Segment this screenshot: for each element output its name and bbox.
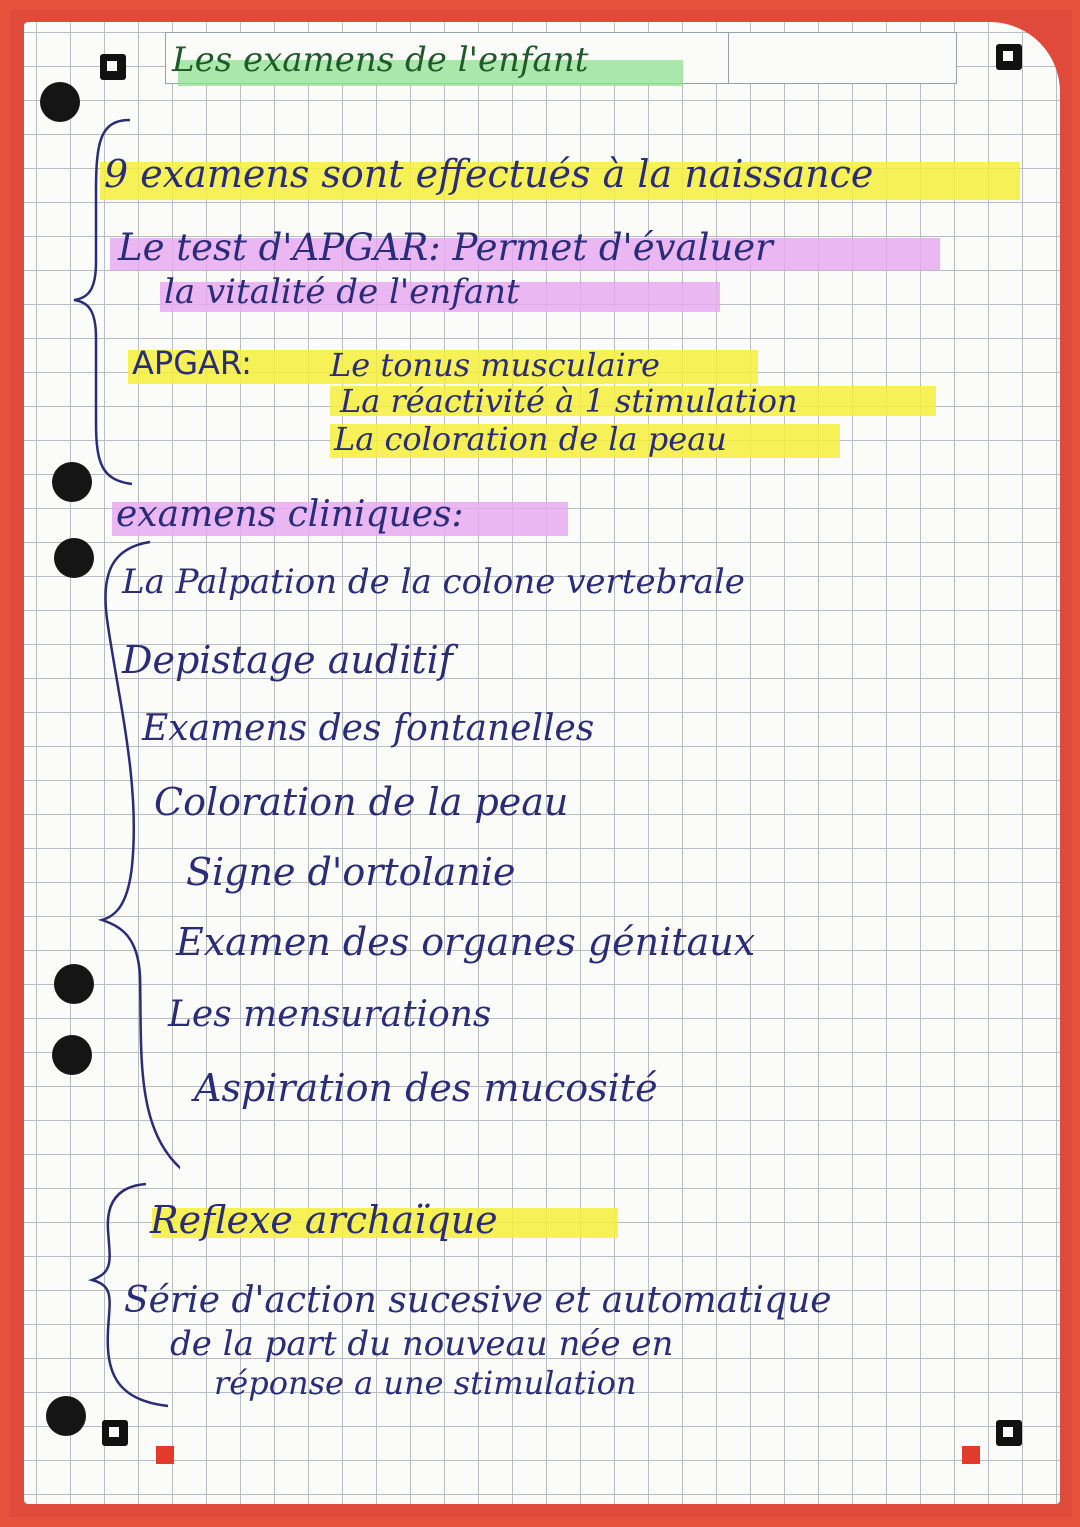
reflex-line-2: de la part du nouveau née en — [170, 1324, 674, 1364]
clinical-item: Examens des fontanelles — [142, 708, 595, 749]
section-reflex-heading: Reflexe archaïque — [150, 1198, 498, 1242]
clinical-item: Signe d'ortolanie — [186, 850, 516, 894]
clinical-item: Examen des organes génitaux — [176, 920, 756, 964]
corner-mark-icon — [996, 44, 1022, 70]
apgar-label: APGAR: — [132, 344, 252, 382]
apgar-criterion: Le tonus musculaire — [330, 346, 660, 384]
apgar-line-1: Le test d'APGAR: Permet d'évaluer — [118, 226, 773, 269]
brace-clinical — [80, 536, 180, 1186]
red-marker-icon — [962, 1446, 980, 1464]
clinical-item: Coloration de la peau — [154, 780, 569, 824]
clinical-item: Les mensurations — [168, 994, 492, 1035]
corner-mark-icon — [100, 54, 126, 80]
corner-mark-icon — [102, 1420, 128, 1446]
section-birth-heading: 9 examens sont effectués à la naissance — [104, 152, 874, 196]
clinical-item: Depistage auditif — [122, 638, 453, 682]
apgar-criterion: La réactivité à 1 stimulation — [340, 382, 798, 420]
clinical-item: La Palpation de la colone vertebrale — [122, 562, 745, 602]
red-marker-icon — [156, 1446, 174, 1464]
page-title: Les examens de l'enfant — [172, 40, 589, 80]
apgar-line-2: la vitalité de l'enfant — [164, 272, 520, 312]
reflex-line-1: Série d'action sucesive et automatique — [124, 1280, 832, 1321]
apgar-criterion: La coloration de la peau — [334, 420, 727, 458]
clinical-item: Aspiration des mucosité — [194, 1066, 658, 1110]
reflex-line-3: réponse a une stimulation — [214, 1364, 637, 1402]
section-clinical-heading: examens cliniques: — [116, 494, 464, 535]
corner-mark-icon — [996, 1420, 1022, 1446]
